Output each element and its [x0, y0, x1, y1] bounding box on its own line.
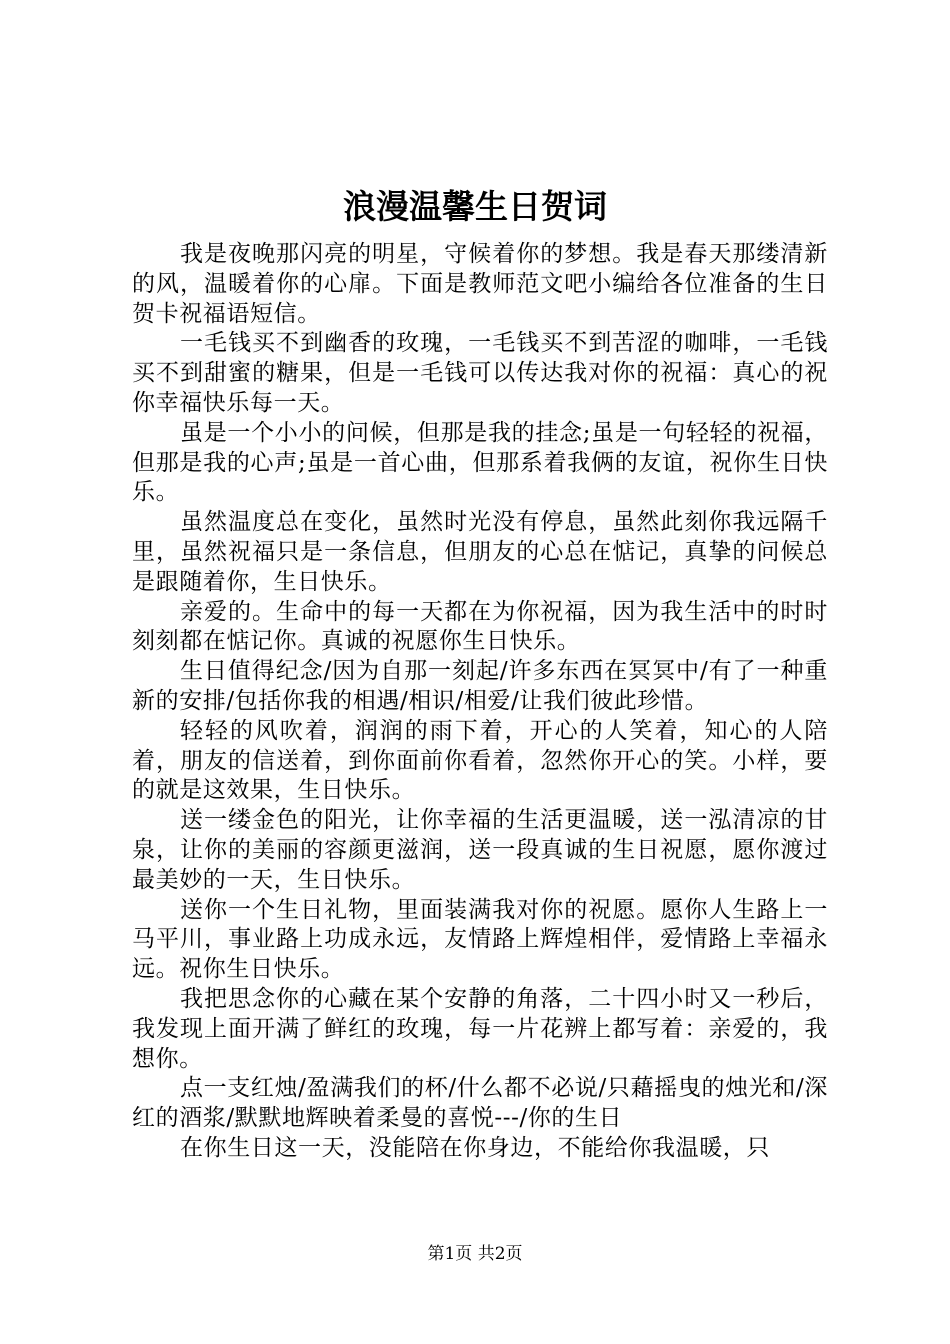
page-footer: 第1页 共2页 [427, 1244, 523, 1264]
paragraph: 虽然温度总在变化，虽然时光没有停息，虽然此刻你我远隔千里，虽然祝福只是一条信息，但朋友的心总在惦记，真挚的问候总是跟随着你，生日快乐。 [132, 509, 828, 595]
document-body [132, 240, 828, 1164]
paragraph: 点一支红烛/盈满我们的杯/什么都不必说/只藉摇曳的烛光和/深红的酒浆/默默地辉映着柔曼的喜悦---/你的生日 [132, 1075, 828, 1132]
paragraph: 送你一个生日礼物，里面装满我对你的祝愿。愿你人生路上一马平川，事业路上功成永远，友情路上辉煌相伴，爱情路上幸福永远。祝你生日快乐。 [132, 896, 828, 983]
paragraph: 虽是一个小小的问候，但那是我的挂念;虽是一句轻轻的祝福，但那是我的心声;虽是一首心曲，但那系着我俩的友谊，祝你生日快乐。 [132, 419, 828, 506]
document-title: 浪漫温馨生日贺词 [343, 187, 607, 226]
paragraph: 我是夜晚那闪亮的明星，守候着你的梦想。我是春天那缕清新的风，温暖着你的心扉。下面是教师范文吧小编给各位准备的生日贺卡祝福语短信。 [132, 241, 828, 327]
paragraph: 一毛钱买不到幽香的玫瑰，一毛钱买不到苦涩的咖啡，一毛钱买不到甜蜜的糖果，但是一毛钱可以传达我对你的祝福：真心的祝你幸福快乐每一天。 [132, 330, 828, 416]
paragraph: 亲爱的。生命中的每一天都在为你祝福，因为我生活中的时时刻刻都在惦记你。真诚的祝愿你生日快乐。 [132, 598, 828, 655]
paragraph: 生日值得纪念/因为自那一刻起/许多东西在冥冥中/有了一种重新的安排/包括你我的相遇/相识/相爱/让我们彼此珍惜。 [132, 658, 828, 714]
paragraph: 送一缕金色的阳光，让你幸福的生活更温暖，送一泓清凉的甘泉，让你的美丽的容颜更滋润，送一段真诚的生日祝愿，愿你渡过最美妙的一天，生日快乐。 [132, 807, 828, 893]
paragraph: 我把思念你的心藏在某个安静的角落，二十四小时又一秒后，我发现上面开满了鲜红的玫瑰，每一片花辨上都写着：亲爱的，我想你。 [132, 985, 828, 1072]
paragraph: 轻轻的风吹着，润润的雨下着，开心的人笑着，知心的人陪着，朋友的信送着，到你面前你看着，忽然你开心的笑。小样，要的就是这效果，生日快乐。 [132, 717, 828, 804]
paragraph: 在你生日这一天，没能陪在你身边，不能给你我温暖，只 [180, 1134, 770, 1161]
